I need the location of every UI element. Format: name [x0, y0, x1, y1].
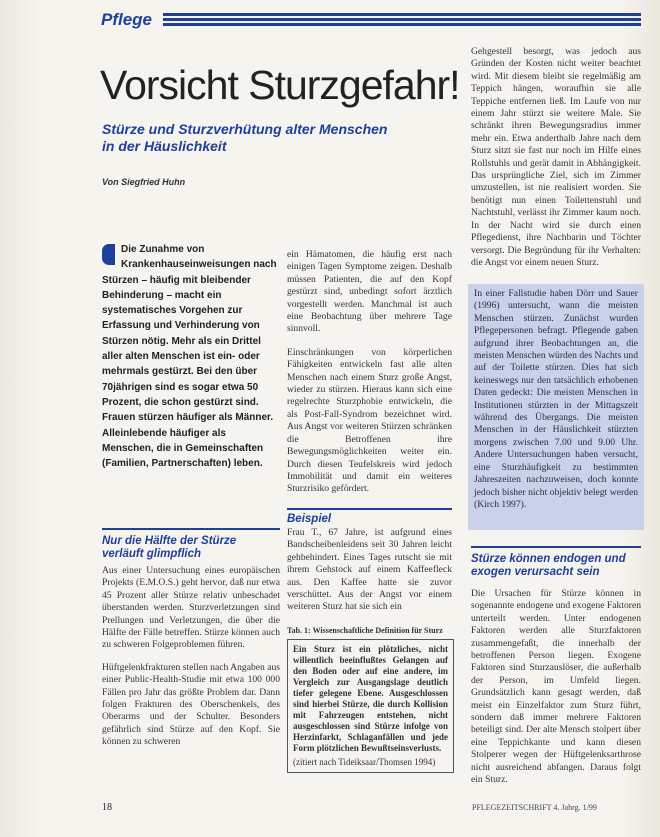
left-paragraph-2: Hüftgelenkfrakturen stellen nach Angaben aus einer Public-Health-Studie mit etwa 100 000 Fällen pro Jahr das größte Problem dar. Dann folgen Frakturen des Oberschenkels, des Oberarms und der Schulter. Besonders gefährlich sind Stürze auf den Kopf. Sie können zu schweren: [102, 661, 280, 748]
example-rule: [287, 508, 452, 510]
section-header-lines: [163, 13, 641, 29]
table-caption: Tab. 1: Wissenschaftliche Definition für Sturz: [287, 626, 443, 635]
article-title: Vorsicht Sturzgefahr!: [100, 62, 460, 108]
article-author: Von Siegfried Huhn: [102, 177, 186, 187]
info-box: [468, 284, 644, 530]
right-section-rule: [471, 546, 641, 548]
left-column-body: [102, 565, 280, 759]
middle-paragraph-2: Einschränkungen von körperlichen Fähigkeiten entwickeln fast alle alten Menschen nach einem Sturz große Angst, wieder zu stürzen. Hieraus kann sich eine regelrechte Sturzphobie entwickeln, die als Post-Fall-Syndrom bezeichnet wird. Aus Angst vor weiteren Stürzen schränken die Betroffenen ihre Bewegungsmöglichkeiten weiter ein. Durch diesen Teufelskreis wird jedoch Immobilität und damit ein weiteres Sturzrisiko gefördert.: [287, 346, 452, 495]
table-source: (zitiert nach Tideiksaar/Thomsen 1994): [293, 757, 436, 767]
table-box: [287, 639, 454, 773]
lead-text: Die Zunahme von Krankenhauseinweisungen nach Stürzen – häufig mit bleibender Behinderung – macht ein systematisches Vorgehen zur Erfassung und Verhinderung von Stürzen nötig. Mehr als ein Drittel aller alten Menschen ist ein- oder mehrmals gestürzt. Bei den über 70jährigen sind es sogar etwa 50 Prozent, die schon gestürzt sind. Frauen stürzen häufiger als Männer. Alleinlebende häufiger als Menschen, die in Gemeinschaften (Familien, Partnerschaften) leben.: [102, 244, 277, 470]
section-header: [101, 10, 641, 30]
page-number: 18: [102, 802, 112, 813]
middle-column-top: [287, 249, 452, 507]
example-body: Frau T., 67 Jahre, ist aufgrund eines Bandscheibenleidens seit 30 Jahren leicht gehbehindert. Eines Tages rutscht sie mit ihrem Gehstock auf einem Kaffeefleck aus. Den Kaffee hatte sie zuvor verschüttet. Aus der Angst vor einem weiteren Sturz hat sie sich ein: [287, 527, 452, 613]
left-section-rule: [102, 528, 280, 530]
right-column-top: Gehgestell besorgt, was jedoch aus Gründen der Kosten nicht weiter beachtet wird. Mit diesem bleibt sie regelmäßig am Teppich hängen, woraufhin sie alle Teppiche entfernen ließ. Im Laufe von nur einem Jahr stürzt sie weitere Male. Sie schränkt ihren Bewegungsradius immer mehr ein. Etwa anderthalb Jahre nach dem Sturz sitzt sie fast nur noch im Hilfe eines Rollstuhls und gerät damit in Abhängigkeit. Das ursprüngliche Ziel, sich im Zimmer umzustellen, ist nie realisiert worden. Sie benötigt nun einen Toilettenstuhl und Nachtstuhl, verlässt ihr Zimmer kaum noch. In der Nacht wird sie durch einen Pflegedienst, ihre Nachbarin und Töchter versorgt. Die Begründung für ihr Verhalten: die Angst vor einem neuen Sturz.: [471, 46, 641, 268]
middle-paragraph-1: ein Hämatomen, die häufig erst nach einigen Tagen Symptome zeigen. Deshalb müssen Patienten, die auf den Kopf gestürzt sind, unbedingt sofort ärztlich vorgestellt werden. Manchmal ist auch eine Beobachtung über mehrere Tage sinnvoll.: [287, 249, 452, 335]
left-section-heading: Nur die Hälfte der Stürze verläuft glimpflich: [102, 535, 237, 560]
lead-paragraph: [102, 242, 280, 471]
journal-footer: PFLEGEZEITSCHRIFT 4. Jahrg. 1/99: [472, 803, 597, 812]
table-text: Ein Sturz ist ein plötzliches, nicht willentlich beeinflußtes Gelangen auf den Boden oder auf eine andere, im Vergleich zur Ausgangslage deutlich tiefer gelegene Ebene. Ausgeschlossen sind hierbei Stürze, die durch Kollision mit Fahrzeugen entstehen, nicht ausgeschlossen sind Stürze infolge von Herzinfarkt, Schlaganfällen und jede Form plötzlichen Bewußtseinsverlusts.: [293, 644, 448, 753]
section-label: Pflege: [101, 10, 153, 29]
example-heading: Beispiel: [287, 513, 332, 525]
info-box-text: In einer Fallstudie haben Dörr und Sauer (1996) untersucht, wann die meisten Menschen stürzen. Zunächst wurden Pflegepersonen befragt. Pflegende gaben aufgrund ihrer Beobachtungen an, die meisten Menschen würden des Nachts und auf der Toilette stürzen. Dies hat sich keineswegs nur den tatsächlich erhobenen Daten gedeckt: Die meisten Menschen in Institutionen stürzten in der Mittagszeit während des Übergangs. Die meisten Menschen in der Häuslichkeit stürzten morgens zwischen 7.00 und 9.00 Uhr. Andere Untersuchungen haben versucht, eine Sturzhäufigkeit zu bestimmten Jahreszeiten nachzuweisen, doch konnte jedoch bisher nicht objektiv belegt werden (Kirch 1997).: [474, 288, 638, 510]
right-column-bottom: Die Ursachen für Stürze können in sogenannte endogene und exogene Faktoren unterteilt werden. Unter endogenen Faktoren werden alle Sturzfaktoren zusammengefaßt, die innerhalb der betroffenen Person liegen. Exogene Faktoren sind Sturzauslöser, die außerhalb der Person, im Umfeld liegen. Grundsätzlich kann gesagt werden, daß meist ein Einzelfaktor zum Sturz führt, sondern daß immer mehrere Faktoren beteiligt sind. Der alte Mensch stolpert über eine Teppichkante und kann diesen Stolperer wegen der Hüftgelenksarthrose nicht ausreichend abfangen. Daraus folgt ein Sturz.: [471, 588, 641, 786]
right-section-heading: Stürze können endogen und exogen verursacht sein: [471, 553, 626, 578]
lead-marker-icon: [102, 244, 115, 265]
left-paragraph-1: Aus einer Untersuchung eines europäischen Projekts (E.M.O.S.) geht hervor, daß nur etwa 45 Prozent aller Stürze relativ unbeschadet überstanden werden. Sturzverletzungen sind Prellungen und Verletzungen, die über die Hälfte der Fälle betreffen. Stürze können auch zu schweren Folgeproblemen führen.: [102, 565, 280, 651]
definition-table: [287, 626, 454, 773]
article-subtitle: Stürze und Sturzverhütung alter Menschen in der Häuslichkeit: [102, 121, 388, 154]
